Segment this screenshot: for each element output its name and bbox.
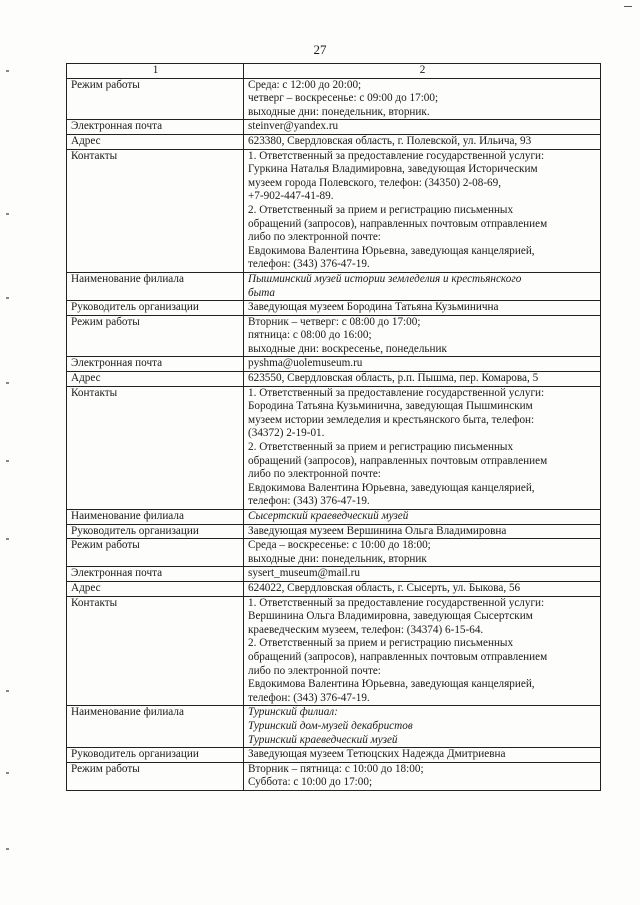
table-row: [67, 301, 601, 316]
value-line: Вершинина Ольга Владимировна, заведующая Сысертским: [248, 610, 533, 623]
table-row: [67, 372, 601, 387]
value-line: либо по электронной почте:: [248, 231, 381, 244]
value-line: 1. Ответственный за предоставление государственной услуги:: [248, 596, 545, 609]
scan-mark: [6, 460, 9, 462]
value-line: обращений (запросов), направленных почтовым отправлением: [248, 454, 548, 467]
value-line: 624022, Свердловская область, г. Сысерть, ул. Быкова, 56: [248, 581, 521, 594]
row-value: [244, 386, 601, 509]
value-line: обращений (запросов), направленных почтовым отправлением: [248, 650, 548, 663]
value-line: либо по электронной почте:: [248, 664, 381, 677]
row-label: Режим работы: [67, 762, 244, 790]
table-row: [67, 357, 601, 372]
row-value: [244, 120, 601, 135]
row-value: [244, 596, 601, 706]
value-line: телефон: (343) 376-47-19.: [248, 258, 370, 271]
row-value: [244, 524, 601, 539]
value-line: 2. Ответственный за прием и регистрацию письменных: [248, 441, 514, 454]
value-line: телефон: (343) 376-47-19.: [248, 495, 370, 508]
value-line: четверг – воскресенье: с 09:00 до 17:00;: [248, 92, 439, 105]
value-line: Вторник – пятница: с 10:00 до 18:00;: [248, 762, 424, 775]
column-header: 1: [67, 64, 244, 79]
table-row: [67, 567, 601, 582]
value-line: Гуркина Наталья Владимировна, заведующая Историческим: [248, 163, 538, 176]
table-row: [67, 78, 601, 120]
row-value: [244, 539, 601, 567]
row-label: Электронная почта: [67, 567, 244, 582]
value-line: (34372) 2-19-01.: [248, 427, 325, 440]
row-label: Режим работы: [67, 315, 244, 357]
table-row: [67, 134, 601, 149]
value-line: Заведующая музеем Вершинина Ольга Владимировна: [248, 524, 507, 537]
row-value: [244, 567, 601, 582]
table-row: [67, 596, 601, 706]
value-line: краеведческим музеем, телефон: (34374) 6-15-64.: [248, 623, 484, 636]
row-label: Контакты: [67, 149, 244, 272]
table-row: [67, 315, 601, 357]
table-row: [67, 539, 601, 567]
scan-mark: [6, 213, 9, 215]
value-line: Вторник – четверг: с 08:00 до 17:00;: [248, 315, 421, 328]
table-header-row: [67, 64, 601, 79]
value-line: Туринский дом-музей декабристов: [248, 719, 413, 732]
table-row: [67, 510, 601, 525]
value-line: 2. Ответственный за прием и регистрацию письменных: [248, 203, 514, 216]
scan-mark: [6, 70, 9, 72]
value-line: Заведующая музеем Бородина Татьяна Кузьминична: [248, 301, 499, 314]
value-line: 1. Ответственный за предоставление государственной услуги:: [248, 149, 545, 162]
row-value: [244, 78, 601, 120]
value-line: Туринский филиал:: [248, 706, 338, 719]
value-line: обращений (запросов), направленных почтовым отправлением: [248, 217, 548, 230]
value-line: 2. Ответственный за прием и регистрацию письменных: [248, 637, 514, 650]
value-line: телефон: (343) 376-47-19.: [248, 691, 370, 704]
value-line: 623380, Свердловская область, г. Полевской, ул. Ильича, 93: [248, 134, 532, 147]
value-line: Туринский краеведческий музей: [248, 733, 398, 746]
row-value: [244, 510, 601, 525]
row-label: Наименование филиала: [67, 272, 244, 300]
value-line: Суббота: с 10:00 до 17:00;: [248, 776, 373, 789]
scan-mark: [6, 297, 9, 299]
table-row: [67, 149, 601, 272]
row-value: [244, 581, 601, 596]
edge-mark: [624, 6, 632, 7]
row-value: [244, 272, 601, 300]
row-label: Наименование филиала: [67, 510, 244, 525]
value-line: пятница: с 08:00 до 16:00;: [248, 329, 372, 342]
info-table: [66, 63, 601, 791]
scan-mark: [6, 538, 9, 540]
row-value: [244, 149, 601, 272]
row-label: Наименование филиала: [67, 706, 244, 748]
scan-mark: [6, 848, 9, 850]
row-label: Контакты: [67, 386, 244, 509]
table-row: [67, 524, 601, 539]
row-label: Адрес: [67, 134, 244, 149]
value-line: sysert_museum@mail.ru: [248, 567, 360, 580]
row-value: [244, 315, 601, 357]
row-value: [244, 372, 601, 387]
value-line: Бородина Татьяна Кузьминична, заведующая Пышминским: [248, 400, 533, 413]
value-line: Среда: с 12:00 до 20:00;: [248, 78, 362, 91]
value-line: Пышминский музей истории земледелия и крестьянского: [248, 272, 522, 285]
table-row: [67, 748, 601, 763]
scan-mark: [6, 690, 9, 692]
value-line: 623550, Свердловская область, р.п. Пышма, пер. Комарова, 5: [248, 372, 539, 385]
value-line: Среда – воскресенье: с 10:00 до 18:00;: [248, 539, 431, 552]
value-line: либо по электронной почте:: [248, 468, 381, 481]
value-line: музеем города Полевского, телефон: (34350) 2-08-69,: [248, 176, 502, 189]
value-line: 1. Ответственный за предоставление государственной услуги:: [248, 386, 545, 399]
row-label: Режим работы: [67, 78, 244, 120]
table-row: [67, 762, 601, 790]
value-line: Евдокимова Валентина Юрьевна, заведующая канцелярией,: [248, 678, 535, 691]
row-value: [244, 301, 601, 316]
table-row: [67, 272, 601, 300]
row-label: Адрес: [67, 372, 244, 387]
value-line: выходные дни: воскресенье, понедельник: [248, 342, 447, 355]
row-label: Электронная почта: [67, 357, 244, 372]
table-row: [67, 706, 601, 748]
value-line: выходные дни: понедельник, вторник: [248, 552, 427, 565]
row-label: Руководитель организации: [67, 748, 244, 763]
value-line: Заведующая музеем Тетюцских Надежда Дмитриевна: [248, 748, 506, 761]
value-line: Евдокимова Валентина Юрьевна, заведующая канцелярией,: [248, 244, 535, 257]
table-row: [67, 120, 601, 135]
row-label: Адрес: [67, 581, 244, 596]
value-line: музеем истории земледелия и крестьянского быта, телефон:: [248, 413, 535, 426]
value-line: Сысертский краеведческий музей: [248, 510, 409, 522]
row-value: [244, 748, 601, 763]
row-label: Руководитель организации: [67, 301, 244, 316]
row-label: Режим работы: [67, 539, 244, 567]
value-line: Евдокимова Валентина Юрьевна, заведующая канцелярией,: [248, 481, 535, 494]
scan-mark: [6, 772, 9, 774]
scan-mark: [6, 382, 9, 384]
table-row: [67, 386, 601, 509]
row-value: [244, 357, 601, 372]
value-line: быта: [248, 286, 276, 299]
row-value: [244, 134, 601, 149]
table-row: [67, 581, 601, 596]
row-label: Электронная почта: [67, 120, 244, 135]
row-value: [244, 706, 601, 748]
row-label: Контакты: [67, 596, 244, 706]
value-line: steinver@yandex.ru: [248, 120, 339, 133]
value-line: +7-902-447-41-89.: [248, 190, 334, 203]
column-header: 2: [244, 64, 601, 79]
page-number: 27: [313, 42, 327, 57]
table-body: [67, 78, 601, 790]
value-line: pyshma@uolemuseum.ru: [248, 357, 363, 370]
row-label: Руководитель организации: [67, 524, 244, 539]
value-line: выходные дни: понедельник, вторник.: [248, 105, 430, 118]
row-value: [244, 762, 601, 790]
